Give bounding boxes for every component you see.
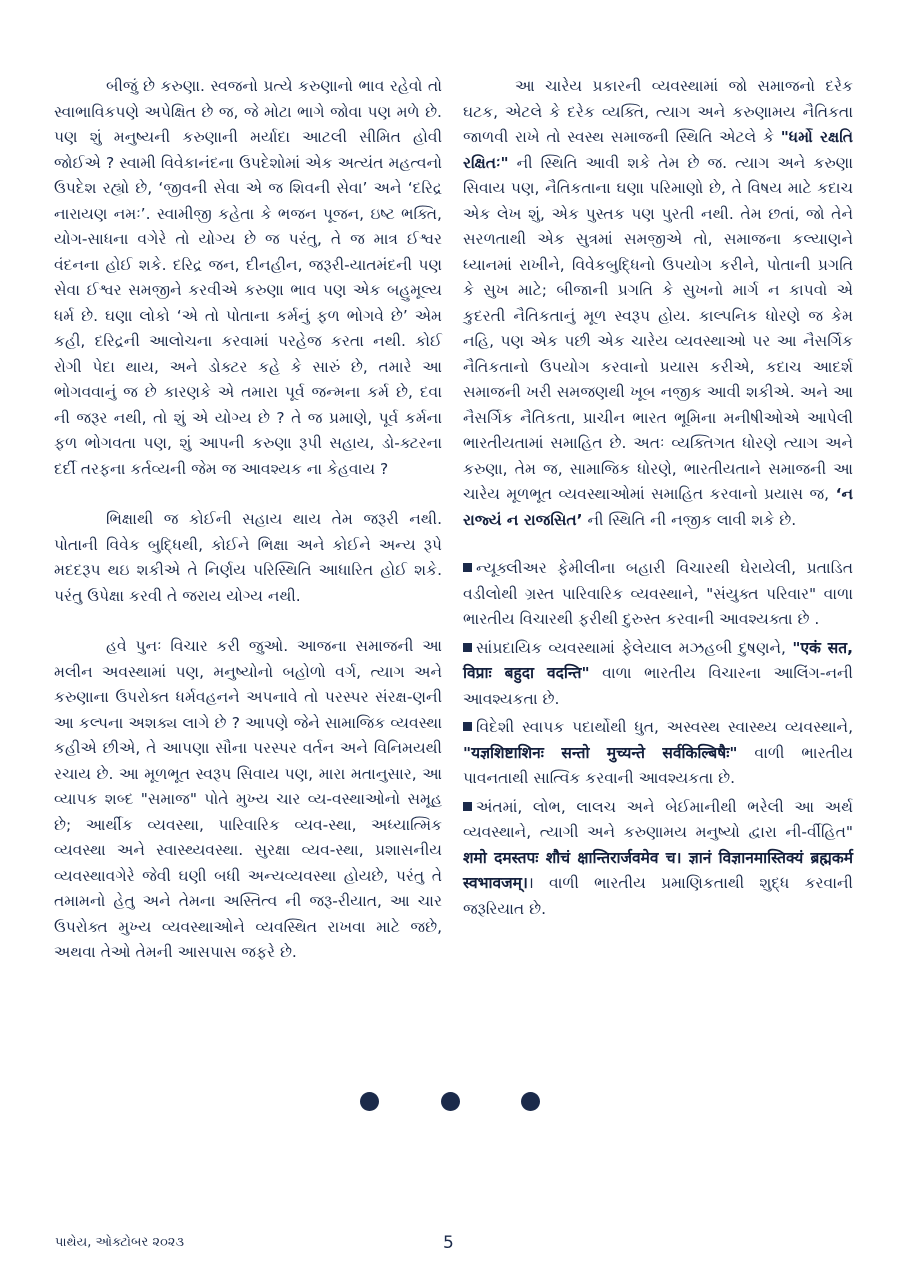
left-column <box>54 74 442 991</box>
paragraph-society-systems: હવે પુનઃ વિચાર કરી જુઓ. આજના સમાજની આ મલીન અવસ્થામાં પણ, મનુષ્યોનો બહોળો વર્ગ, ત્યાગ અને કરુણાના ઉપરોક્ત ધર્મવહનને અપનાવે તો પરસ્પર સંરક્ષ-ણની આ કલ્પના અશક્ય લાગે છે ? આપણે જેને સામાજિક વ્યવસ્થા કહીએ છીએ, તે આપણા સૌના પરસ્પર વર્તન અને વિનિમયથી રચાય છે. આ મૂળભૂત સ્વરૂપ સિવાય પણ, મારા મતાનુસાર, આ વ્યાપક શબ્દ "સમાજ" પોતે મુખ્ય ચાર વ્ય-વસ્થાઓનો સમૂહ છે; આર્થીક વ્યવસ્થા, પારિવારિક વ્યવ-સ્થા, અધ્યાત્મિક વ્યવસ્થા અને સ્વાસ્થ્યવસ્થા. સુરક્ષા વ્યવ-સ્થા, પ્રશાસનીય વ્યવસ્થાવગેરે જેવી ઘણી બધી અન્યવ્યવસ્થા હોયછે, પરંતુ તે તમામનો હેતુ અને તેમના અસ્તિત્વ ની જરૂ-રીયાત, આ ચાર ઉપરોક્ત મુખ્ય વ્યવસ્થાઓને વ્યવસ્થિત રાખવા માટે જછે, અથવા તેઓ તેમની આસપાસ જફરે છે. <box>54 637 442 961</box>
bullet-family-system: ન્યૂક્લીઅર ફેમીલીના બહારી વિચારથી ઘેરાયેલી, પ્રતાડિત વડીલોથી ગ્રસ્ત પારિવારિક વ્યવસ્થાને, "સંયુક્ત પરિવાર" વાળા ભારતીય વિચારથી ફરીથી દુરુસ્ત કરવાની આવશ્યક્તા છે . <box>463 559 853 628</box>
quote-yajna-shishta: "यज्ञशिष्टाशिनः सन्तो मुच्यन्ते सर्वकिल्बिषैः" <box>463 743 738 762</box>
page-number: 5 <box>443 1233 454 1253</box>
paragraph-charity: ભિક્ષાથી જ કોઈની સહાય થાય તેમ જરૂરી નથી. પોતાની વિવેક બુદ્ધિથી, કોઈને ભિક્ષા અને કોઈને અન્ય રૂપે મદદરૂપ થઇ શકીએ તે નિર્ણય પરિસ્થિતિ આધારિત હોઈ શકે. પરંતુ ઉપેક્ષા કરવી તે જરાય યોગ્ય નથી. <box>54 510 442 605</box>
bullet-religious-system: સાંપ્રદાયિક વ્યવસ્થામાં ફેલેયાલ મઝહબી દુષણને, "एकं सत, विप्राः बहुदा वदन्ति" વાળા ભારતીય વિચારના આલિંગ-નની આવશ્યકતા છે. <box>463 638 853 708</box>
square-bullet-icon <box>463 643 472 652</box>
dot-icon <box>441 1092 460 1111</box>
square-bullet-icon <box>463 563 472 572</box>
square-bullet-icon <box>463 722 472 731</box>
quote-na-rajyam: ‘ન રાજ્યં ન રાજસિત’ <box>463 485 853 529</box>
right-column <box>463 74 853 925</box>
dot-icon <box>360 1092 379 1111</box>
dot-icon <box>521 1092 540 1111</box>
bullet-economic-system: અંતમાં, લોભ, લાલચ અને બેઈમાનીથી ભરેલી આ અર્થ વ્યવસ્થાને, ત્યાગી અને કરુણામય મનુષ્યો દ્વારા ની-ર્વીહિત" शमो दमस्तपः शौचं क्षान्तिरार्जवमेव च। ज्ञानं विज्ञानमास्तिक्यं ब्रह्मकर्म स्वभावजम्।। વાળી ભારતીય પ્રમાણિકતાથી શુદ્ધ કરવાની જરૂરિયાત છે. <box>463 797 853 918</box>
paragraph-compassion: બીજું છે કરુણા. સ્વજનો પ્રત્યે કરુણાનો ભાવ રહેવો તો સ્વાભાવિકપણે અપેક્ષિત છે જ, જે મોટા ભાગે જોવા પણ મળે છે. પણ શું મનુષ્યની કરુણાની મર્યાદા આટલી સીમિત હોવી જોઈએ ? સ્વામી વિવેકાનંદના ઉપદેશોમાં એક અત્યંત મહત્વનો ઉપદેશ રહ્યો છે, ‘જીવની સેવા એ જ શિવની સેવા’ અને ‘દરિદ્ર નારાયણ નમઃ’. સ્વામીજી કહેતા કે ભજન પૂજન, ઇષ્ટ ભક્તિ, યોગ-સાધના વગેરે તો યોગ્ય છે જ પરંતુ, તે જ માત્ર ઈશ્વર વંદનના હોઈ શકે. દરિદ્ર જન, દીનહીન, જરૂરી-યાતમંદની પણ સેવા ઈશ્વર સમજીને કરવીએ કરુણા ભાવ પણ એક બહુમૂલ્ય ધર્મ છે. ઘણા લોકો ‘એ તો પોતાના કર્મનું ફળ ભોગવે છે’ એમ કહી, દરિદ્રની આલોચના કરવામાં પરહેજ કરતા નથી. કોઈ રોગી પેદા થાય, અને ડોક્ટર કહે કે સારું છે, તમારે આ ભોગવવાનું જ છે કારણકે એ તમારા પૂર્વ જન્મના કર્મ છે, દવા ની જરૂર નથી, તો શું એ યોગ્ય છે ? તે જ પ્રમાણે, પૂર્વ કર્મના ફળ ભોગવતા પણ, શું આપની કરુણા રૂપી સહાય, ડો-ક્ટરના દર્દી તરફના કર્તવ્યની જેમ જ આવશ્યક ના કેહવાય ? <box>54 77 442 478</box>
quote-shamo-damas: शमो दमस्तपः शौचं क्षान्तिरार्जवमेव च। ज्ञानं विज्ञानमास्तिक्यं ब्रह्मकर्म स्वभावजम्। <box>463 848 853 892</box>
square-bullet-icon <box>463 802 472 811</box>
paragraph-morality: આ ચારેય પ્રકારની વ્યવસ્થામાં જો સમાજનો દરેક ઘટક, એટલે કે દરેક વ્યક્તિ, ત્યાગ અને કરુણામય નૈતિકતા જાળવી રાખે તો સ્વસ્થ સમાજની સ્થિતિ એટલે કે "ધર્મો રક્ષતિ રક્ષિતઃ" ની સ્થિતિ આવી શકે તેમ છે જ. ત્યાગ અને કરુણા સિવાય પણ, નૈતિકતાના ઘણા પરિમાણો છે, તે વિષય માટે કદાચ એક લેખ શું, એક પુસ્તક પણ પુરતી નથી. તેમ છતાં, જો તેને સરળતાથી એક સુત્રમાં સમજીએ તો, સમાજના કલ્યાણને ધ્યાનમાં રાખીને, વિવેકબુદ્ધિનો ઉપયોગ કરીને, પોતાની પ્રગતિ કે સુખ માટે; બીજાની પ્રગતિ કે સુખનો માર્ગ ન કાપવો એ કુદરતી નૈતિકતાનું મૂળ સ્વરૂપ હોય. કાલ્પનિક ધોરણે જ કેમ નહિ, પણ એક પછી એક ચારેય વ્યવસ્થાઓ પર આ નૈસર્ગિક નૈતિકતાનો ઉપયોગ કરવાનો પ્રયાસ કરીએ, કદાચ આદર્શ સમાજની ખરી સમજણથી ખૂબ નજીક આવી શકીએ. અને આ નૈસર્ગિક નૈતિકતા, પ્રાચીન ભારત ભૂમિના મનીષીઓએ આપેલી ભારતીયતામાં સમાહિત છે. અતઃ વ્યક્તિગત ધોરણે ત્યાગ અને કરુણા, તેમ જ, સામાજિક ધોરણે, ભારતીયતાને સમાજની આ ચારેય મૂળભૂત વ્યવસ્થાઓમાં સમાહિત કરવાનો પ્રયાસ જ, ‘ન રાજ્યં ન રાજસિત’ ની સ્થિતિ ની નજીક લાવી શકે છે. <box>463 77 854 529</box>
bullet-health-system: વિદેશી સ્વાપક પદાર્થોથી ધુત, અસ્વસ્થ સ્વાસ્થ્ય વ્યવસ્થાને, "यज्ञशिष्टाशिनः सन्तो मुच्यन्ते सर्वकिल्बिषैः" વાળી ભારતીય પાવનતાથી સાત્વિક કરવાની આવશ્યકતા છે. <box>463 718 853 787</box>
quote-ekam-sat: "एकं सत, विप्राः बहुदा वदन्ति" <box>463 638 853 682</box>
quote-dharmo-rakshati: "ધર્મો રક્ષતિ રક્ષિતઃ" <box>463 128 854 172</box>
section-divider-dots <box>0 1092 905 1112</box>
footer-publication-date: પાથેય, ઓક્ટોબર ૨૦૨૩ <box>55 1235 185 1250</box>
